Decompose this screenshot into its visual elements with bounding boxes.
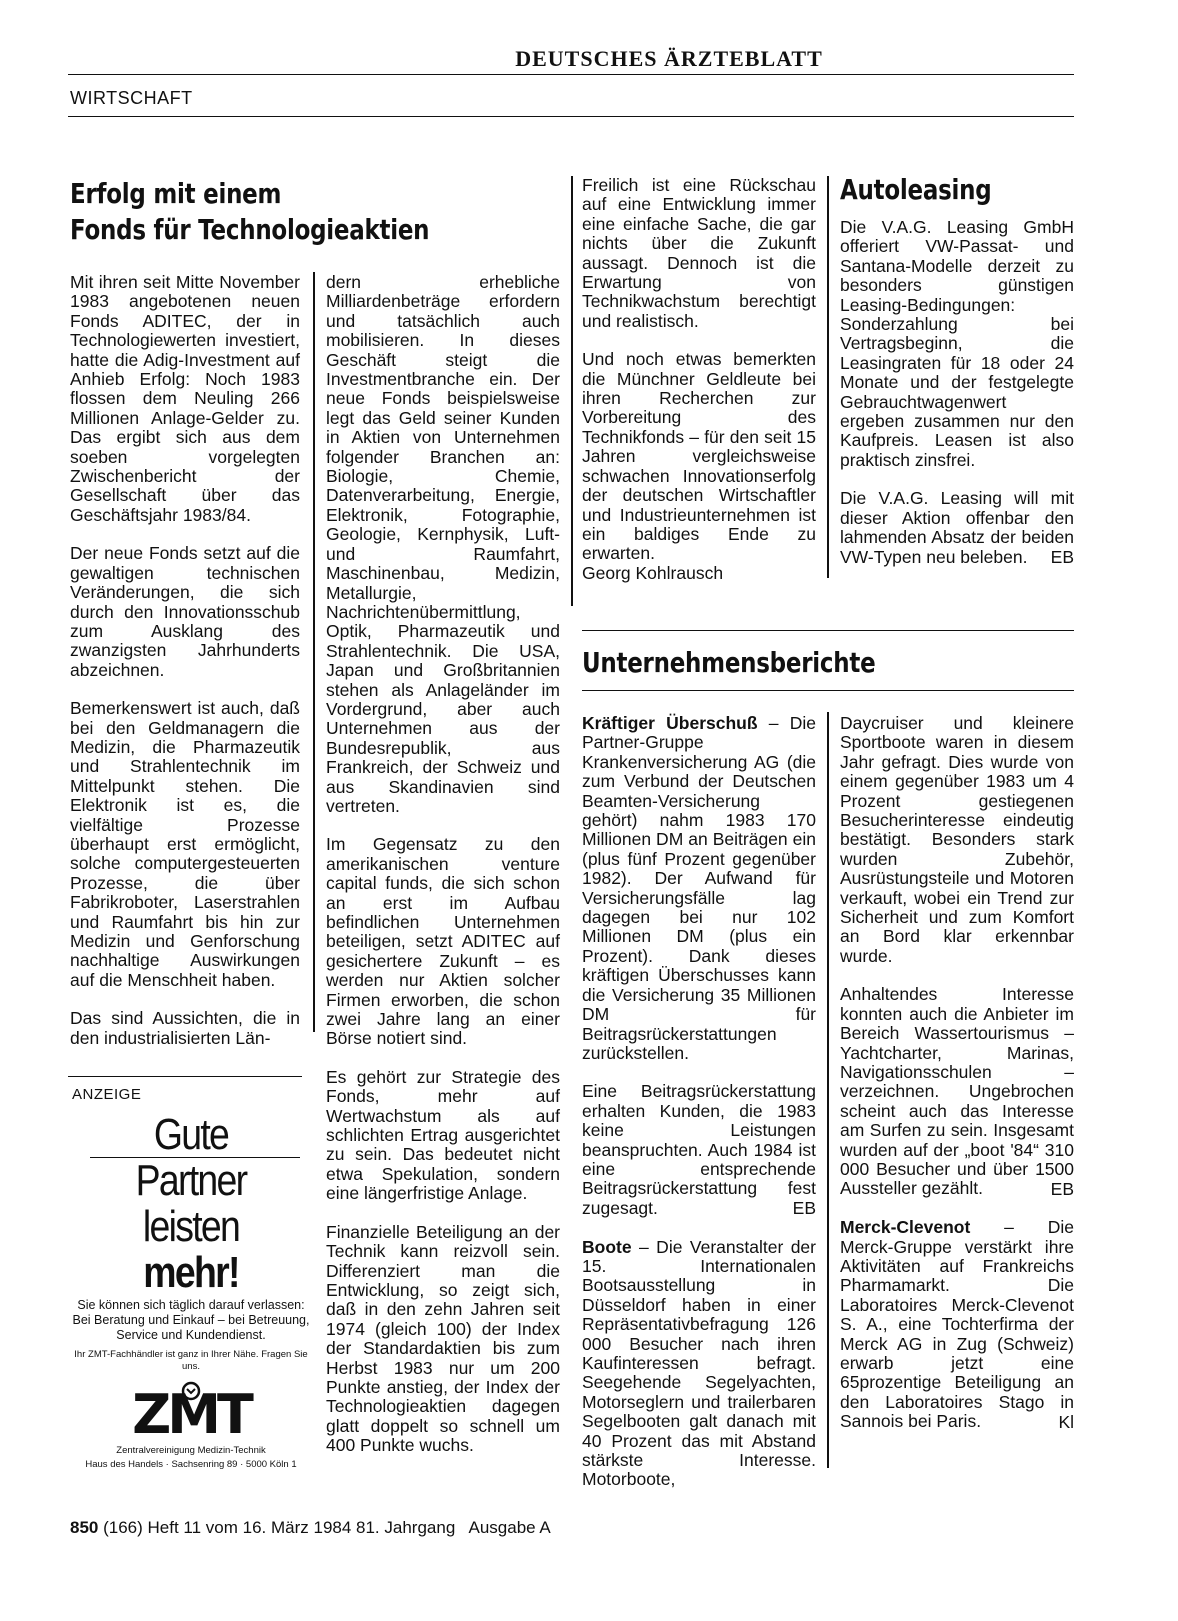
paragraph: Bemerkenswert ist auch, daß bei den Geldmanagern die Medizin, die Pharmazeutik und Strahlentechnik im Mittelpunkt stehen. Die Elektronik ist es, die vielfältige Prozesse überhaupt erst ermöglicht, solche computergesteuerten Prozesse, die über Fabrikroboter, Laserstrahlen und Raumfahrt bis hin zur Medizin und Genforschung nachhaltige Auswirkungen auf die Menschheit haben. xyxy=(70,698,300,990)
signature: Kl xyxy=(1058,1411,1074,1432)
column-divider xyxy=(313,272,315,1032)
article3-headline-rule xyxy=(582,690,1074,691)
page-footer xyxy=(70,1518,551,1538)
advertisement xyxy=(68,1112,314,1471)
issue-info: (166) Heft 11 vom 16. März 1984 81. Jahrgang Ausgabe A xyxy=(103,1518,551,1537)
section-label: WIRTSCHAFT xyxy=(70,88,193,108)
paragraph-text: – Die Partner-Gruppe Krankenversicherung AG (die zum Verbund der Deutschen Beamten-Versicherung gehört) nahm 1983 170 Millionen DM an Beiträgen ein (plus fünf Prozent gegenüber 1982). Der Aufwand für Versicherungsfälle lag dagegen bei nur 102 Millionen DM (plus ein Prozent). Dank dieses kräftigen Überschusses kann die Versicherung 35 Millionen DM für Beitragsrückerstattungen zurückstellen. xyxy=(582,713,816,1063)
ad-headline-word: Gute xyxy=(153,1110,229,1159)
paragraph: Der neue Fonds setzt auf die gewaltigen technischen Veränderungen, die sich durch den Innovationsschub zum Ausklang des zwanzigsten Jahrhunderts abzeichnen. xyxy=(70,543,300,680)
ad-headline-word: leisten xyxy=(142,1202,240,1251)
paragraph: Die V.A.G. Leasing will mit dieser Aktion offenbar den lahmenden Absatz der beiden VW-Typen neu beleben. xyxy=(840,488,1074,567)
lead-in: Boote xyxy=(582,1236,632,1257)
paragraph-text: – Die Merck-Gruppe verstärkt ihre Aktivitäten auf Frankreichs Pharmamarkt. Die Laboratoires Merck-Clevenot S. A., eine Tochterfirma der Merck AG in Zug (Schweiz) erwarb jetzt eine 65prozentige Beteiligung an den Laboratoires Stago in Sannois bei Paris. xyxy=(840,1217,1074,1432)
article1-column1 xyxy=(70,273,300,1067)
section-rule xyxy=(68,116,1074,117)
lead-in: Merck-Clevenot xyxy=(840,1217,971,1238)
paragraph: Daycruiser und kleinere Sportboote waren in diesem Jahr gefragt. Dies wurde von einem gegenüber 1983 um 4 Prozent gestiegenen Besucherinteresse eindeutig bestätigt. Besonders stark wurden Zubehör, Ausrüstungsteile und Motoren verkauft, wobei ein Trend zur Sicherheit und zum Komfort an Bord klar erkennbar wurde. xyxy=(840,713,1074,966)
column-divider xyxy=(571,176,573,606)
paragraph xyxy=(582,1238,816,1490)
column-divider xyxy=(827,712,829,1468)
ad-small-text: Ihr ZMT-Fachhändler ist ganz in Ihrer Nähe. Fragen Sie uns. xyxy=(74,1349,308,1372)
lead-in: Kräftiger Überschuß xyxy=(582,713,758,733)
paragraph: Es gehört zur Strategie des Fonds, mehr auf Wertwachstum als auf schlichten Ertrag ausgerichtet zu sein. Das bedeutet nicht etwa Spekulation, sondern eine längerfristige Anlage. xyxy=(326,1066,560,1204)
paragraph: Die V.A.G. Leasing GmbH offeriert VW-Passat- und Santana-Modelle derzeit zu besonders günstigen Leasing-Bedingungen: Sonderzahlung bei Vertragsbeginn, die Leasingraten für 18 oder 24 Monate und der festgelegte Gebrauchtwagenwert ergeben zusammen nur den Kaufpreis. Leasen ist also praktisch zinsfrei. xyxy=(840,217,1074,470)
ad-headline-word: mehr! xyxy=(143,1248,239,1297)
paragraph xyxy=(582,714,816,1063)
paragraph: Und noch etwas bemerkten die Münchner Geldleute bei ihren Recherchen zur Vorbereitung des Technikfonds – für den seit 15 Jahren vergleichsweise schwachen Innovationserfolg der deutschen Wirtschaftler und Industrieunternehmen ist ein baldiges Ende zu erwarten. xyxy=(582,349,816,564)
paragraph: Das sind Aussichten, die in den industrialisierten Län- xyxy=(70,1008,300,1048)
paragraph: Im Gegensatz zu den amerikanischen venture capital funds, die sich schon an erst im Aufbau befindlichen Unternehmen beteiligen, setzt ADITEC auf gesichertere Zukunft – es werden nur Aktien solcher Firmen erworben, die schon zwei Jahre lang an einer Börse notiert sind. xyxy=(326,834,560,1049)
paragraph: Eine Beitragsrückerstattung erhalten Kunden, die 1983 keine Leistungen beanspruchten. Auch 1984 ist eine entsprechende Beitragsrückerstattung fest zugesagt. xyxy=(582,1081,816,1218)
article3-top-rule xyxy=(582,630,1074,631)
paragraph: dern erhebliche Milliardenbeträge erfordern und tatsächlich auch mobilisieren. In dieses Geschäft steigt die Investmentbranche ein. Der neue Fonds beispielsweise legt das Geld seiner Kunden in Aktien von Unternehmen folgender Branchen an: Biologie, Chemie, Datenverarbeitung, Energie, Elektronik, Fotographie, Geologie, Kernphysik, Luft- und Raumfahrt, Maschinenbau, Medizin, Metallurgie, Nachrichtenübermittlung, Optik, Pharmazeutik und Strahlentechnik. Die USA, Japan und Großbritannien stehen als Anlageländer im Vordergrund, aber auch Unternehmen aus der Bundesrepublik, aus Frankreich, der Schweiz und aus Skandinavien sind vertreten. xyxy=(326,272,560,816)
page-number: 850 xyxy=(70,1518,99,1537)
ad-top-rule xyxy=(68,1076,302,1077)
zmt-logo-text: ZMT xyxy=(132,1383,250,1446)
ad-headline-word: Partner xyxy=(135,1156,247,1205)
article1-column2 xyxy=(326,273,560,1475)
signature: EB xyxy=(1050,546,1074,567)
article3-column1 xyxy=(582,714,816,1509)
paragraph: Mit ihren seit Mitte November 1983 angebotenen neuen Fonds ADITEC, der in Technologiewerten investiert, hatte die Adig-Investment auf Anhieb Erfolg: Noch 1983 flossen dem Neuling 266 Millionen Anlage-Gelder zu. Das ergibt sich aus dem soeben vorgelegten Zwischenbericht der Gesellschaft über das Geschäftsjahr 1983/84. xyxy=(70,272,300,525)
article2-body xyxy=(840,218,1074,567)
ad-label: ANZEIGE xyxy=(72,1086,142,1103)
paragraph: Anhaltendes Interesse konnten auch die Anbieter im Bereich Wassertourismus – Yachtcharter, Marinas, Navigationsschulen – verzeichnen. Ungebrochen scheint auch das Interesse am Surfen zu sein. Insgesamt wurden auf der „boot '84“ 310 000 Besucher und über 1500 Aussteller gezählt. xyxy=(840,984,1074,1199)
zmt-logo xyxy=(121,1379,261,1446)
signature: EB xyxy=(1050,1178,1074,1199)
article1-headline-line2: Fonds für Technologieaktien xyxy=(70,213,430,246)
article1-headline-line1: Erfolg mit einem xyxy=(70,177,282,210)
article2-headline: Autoleasing xyxy=(840,173,992,206)
article3-column2 xyxy=(840,714,1074,1432)
article1-column3 xyxy=(582,176,816,583)
author: Georg Kohlrausch xyxy=(582,562,724,583)
ad-footer-line1: Zentralvereinigung Medizin-Technik xyxy=(116,1445,266,1456)
paragraph-text: – Die Veranstalter der 15. Internationalen Bootsausstellung in Düsseldorf haben in einer Repräsentativbefragung 126 000 Besucher nach ihren Kaufinteressen befragt. Seegehende Segelyachten, Motorseglern und trailerbaren Segelbooten galt danach mit 40 Prozent das mit Abstand stärkste Interesse. Motorboote, xyxy=(582,1236,816,1490)
masthead-rule xyxy=(68,74,1074,75)
paragraph xyxy=(840,1218,1074,1431)
ad-subtext: Sie können sich täglich darauf verlassen: Bei Beratung und Einkauf – bei Betreuung, Service und Kundendienst. xyxy=(72,1298,310,1342)
ad-footer-line2: Haus des Handels · Sachsenring 89 · 5000 Köln 1 xyxy=(85,1459,297,1470)
signature: EB xyxy=(792,1198,816,1219)
column-divider xyxy=(827,176,829,578)
masthead: DEUTSCHES ÄRZTEBLATT xyxy=(515,46,823,71)
ad-headline xyxy=(86,1112,295,1296)
article3-headline: Unternehmensberichte xyxy=(582,646,876,679)
paragraph: Finanzielle Beteiligung an der Technik kann reizvoll sein. Differenziert man die Entwicklung, so zeigt sich, daß in den zehn Jahren seit 1974 (gleich 100) der Index der Standardaktien bis zum Herbst 1983 nur um 200 Punkte anstieg, der Index der Technologieaktien dagegen glatt doppelt so schnell um 400 Punkte wuchs. xyxy=(326,1221,560,1456)
paragraph: Freilich ist eine Rückschau auf eine Entwicklung immer eine einfache Sache, die gar nichts über die Zukunft aussagt. Dennoch ist die Erwartung von Technikwachstum berechtigt und realistisch. xyxy=(582,175,816,331)
